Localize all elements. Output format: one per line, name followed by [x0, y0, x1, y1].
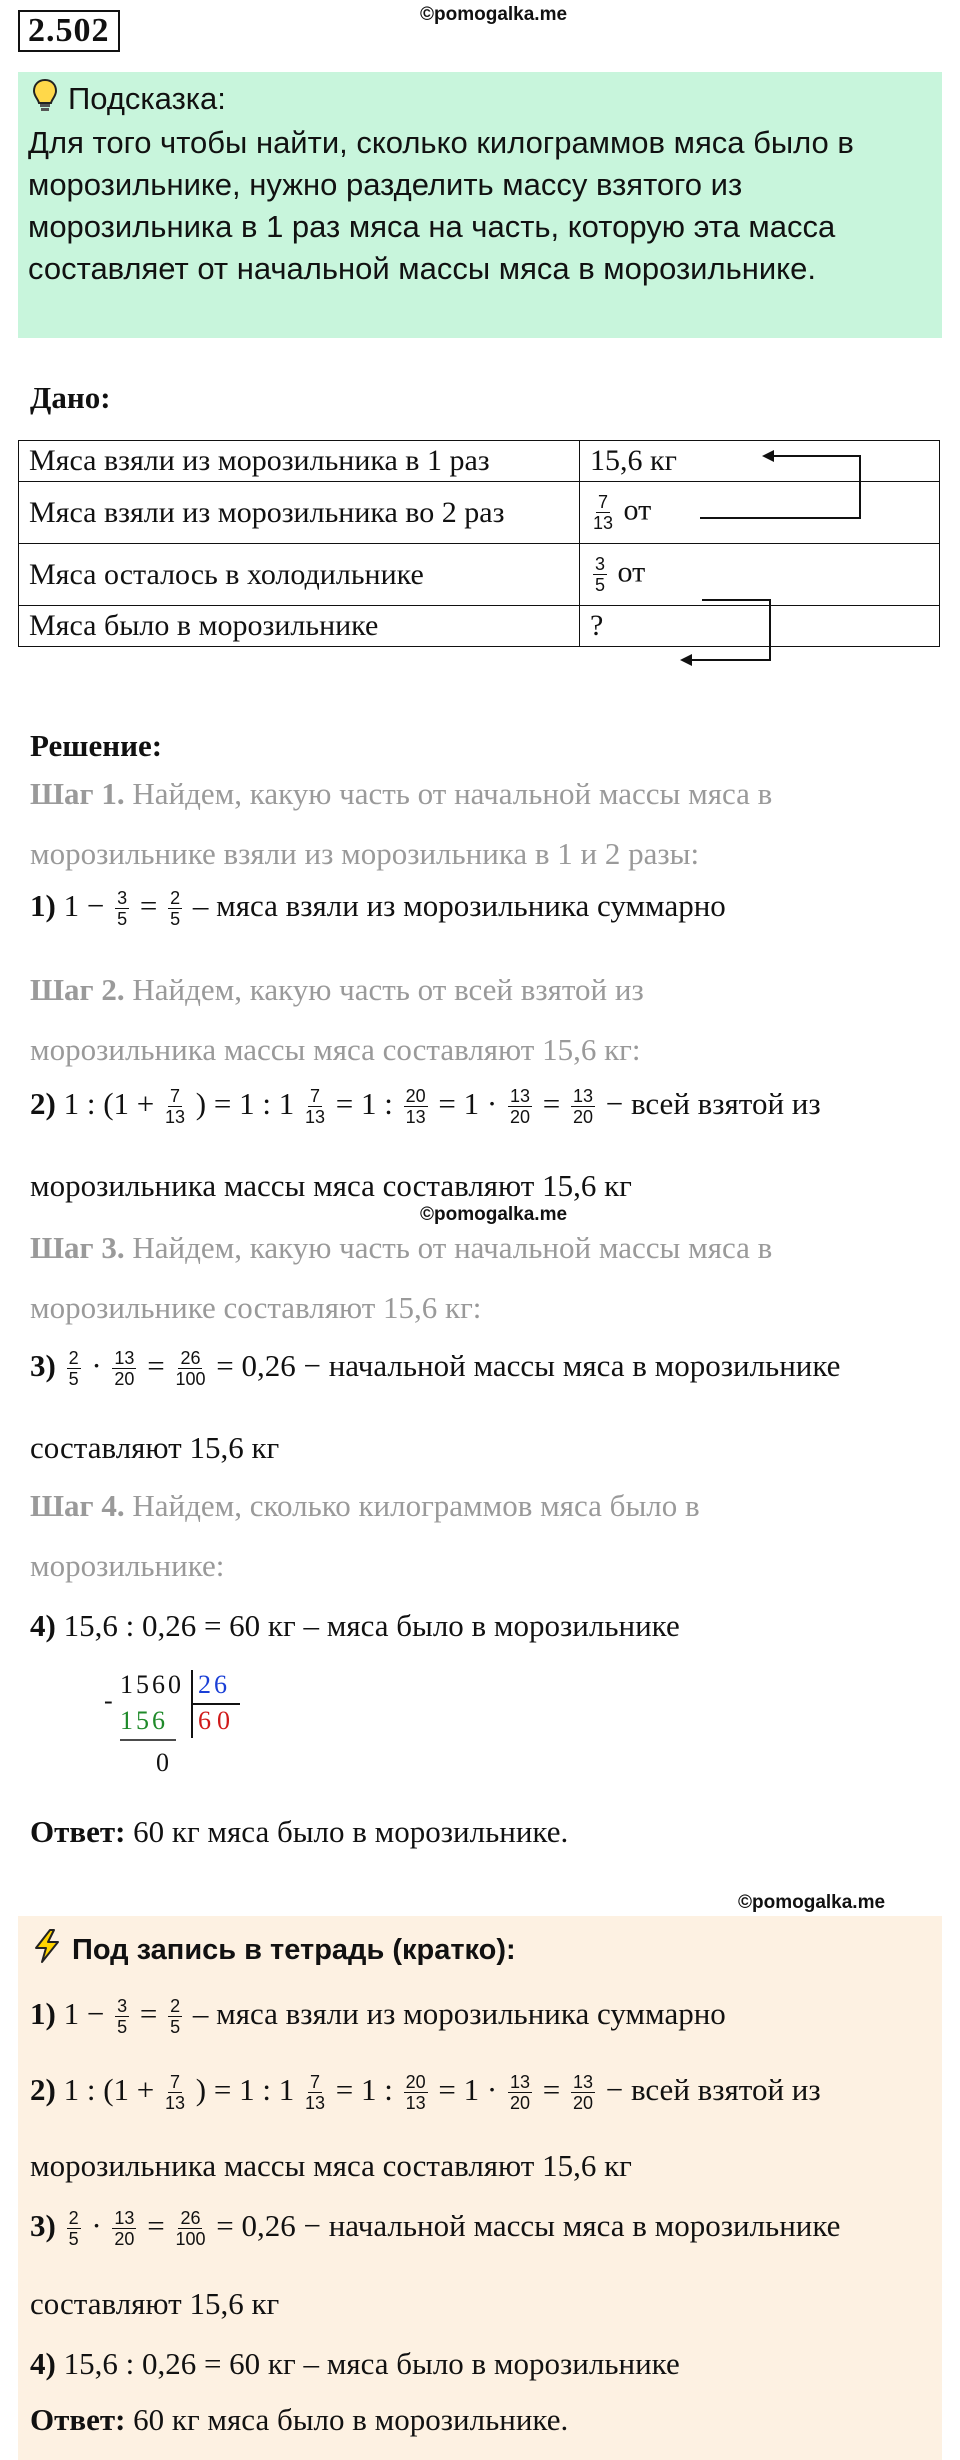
fraction: $\frac{3}{5}$ [595, 554, 606, 595]
answer: Ответ: 60 кг мяса было в морозильнике. [30, 1814, 569, 1849]
hint-line: морозильника в 1 раз мяса на часть, которую эта масса [28, 209, 836, 244]
step-2-cont: морозильника массы мяса составляют 15,6 кг: [30, 1032, 641, 1067]
given-label: Мяса взяли из морозильника во 2 раз [19, 482, 580, 544]
given-value: 15,6 кг [580, 441, 940, 482]
hint-line: составляет от начальной массы мяса в морозильнике. [28, 251, 816, 286]
step-1: Шаг 1. Найдем, какую часть от начальной массы мяса в [30, 776, 773, 811]
hint-line: морозильнике, нужно разделить массу взятого из [28, 167, 743, 202]
equation-4: 4) 15,6 : 0,26 = 60 кг – мяса было в морозильнике [30, 1608, 680, 1643]
notebook-equation-2: 2) 1 : (1 + $\frac{7}{13}$ ) = 1 : 1 $\frac{7}{13}$ = 1 : $\frac{20}{13}$ = 1 · $\frac{13}{20}$ = $\frac{13}{20}$ − всей взятой из [30, 2072, 821, 2114]
long-division-lines [110, 1668, 250, 1758]
watermark-middle: ©pomogalka.me [420, 1204, 568, 1225]
long-division-subtrahend: 156 [120, 1706, 168, 1735]
step-3: Шаг 3. Найдем, какую часть от начальной массы мяса в [30, 1230, 773, 1265]
long-division-remainder: 0 [156, 1748, 169, 1777]
given-value: ? [580, 606, 940, 647]
lightning-icon [32, 1928, 62, 1972]
hint-title-text: Подсказка: [68, 81, 226, 116]
watermark-bottom: ©pomogalka.me [738, 1892, 886, 1913]
given-label: Мяса взяли из морозильника в 1 раз [19, 441, 580, 482]
watermark-top: ©pomogalka.me [420, 4, 568, 25]
given-label: Мяса было в морозильнике [19, 606, 580, 647]
hint-text [28, 122, 928, 290]
given-value: $\frac{7}{13}$ от [580, 482, 940, 544]
long-division-minus: - [104, 1686, 113, 1715]
equation-3-cont: составляют 15,6 кг [30, 1430, 280, 1465]
given-value: $\frac{3}{5}$ от [580, 544, 940, 606]
notebook-equation-1: 1) 1 − $\frac{3}{5}$ = $\frac{2}{5}$ – мяса взяли из морозильника суммарно [30, 1996, 726, 2038]
equation-3: 3) $\frac{2}{5}$ · $\frac{13}{20}$ = $\frac{26}{100}$ = 0,26 − начальной массы мяса в морозильнике [30, 1348, 841, 1390]
long-division-divisor: 26 [198, 1670, 230, 1699]
hint-line: Для того чтобы найти, сколько килограммов мяса было в [28, 125, 854, 160]
step-1-cont: морозильнике взяли из морозильника в 1 и 2 разы: [30, 836, 700, 871]
equation-2-cont: морозильника массы мяса составляют 15,6 кг [30, 1168, 632, 1203]
problem-number: 2.502 [18, 10, 120, 52]
fraction: $\frac{7}{13}$ [593, 492, 614, 533]
step-4: Шаг 4. Найдем, сколько килограммов мяса было в [30, 1488, 700, 1523]
step-4-cont: морозильнике: [30, 1548, 225, 1583]
notebook-title-text: Под запись в тетрадь (кратко): [72, 1933, 516, 1966]
given-title: Дано: [30, 380, 111, 415]
step-2: Шаг 2. Найдем, какую часть от всей взятой из [30, 972, 644, 1007]
step-3-cont: морозильнике составляют 15,6 кг: [30, 1290, 482, 1325]
long-division-quotient: 60 [198, 1706, 236, 1735]
equation-1: 1) 1 − $\frac{3}{5}$ = $\frac{2}{5}$ – мяса взяли из морозильника суммарно [30, 888, 726, 930]
hint-title [32, 78, 226, 120]
long-division-dividend: 1560 [120, 1670, 184, 1699]
notebook-equation-4: 4) 15,6 : 0,26 = 60 кг – мяса было в морозильнике [30, 2346, 680, 2381]
lightbulb-icon [32, 78, 58, 120]
given-label: Мяса осталось в холодильнике [19, 544, 580, 606]
given-arrows [640, 440, 900, 670]
notebook-equation-3-cont: составляют 15,6 кг [30, 2286, 280, 2321]
notebook-equation-2-cont: морозильника массы мяса составляют 15,6 кг [30, 2148, 632, 2183]
equation-2: 2) 1 : (1 + $\frac{7}{13}$ ) = 1 : 1 $\frac{7}{13}$ = 1 : $\frac{20}{13}$ = 1 · $\frac{13}{20}$ = $\frac{13}{20}$ − всей взятой из [30, 1086, 821, 1128]
notebook-title [32, 1928, 516, 1972]
notebook-equation-3: 3) $\frac{2}{5}$ · $\frac{13}{20}$ = $\frac{26}{100}$ = 0,26 − начальной массы мяса в морозильнике [30, 2208, 841, 2250]
solution-title: Решение: [30, 728, 163, 763]
notebook-answer: Ответ: 60 кг мяса было в морозильнике. [30, 2402, 569, 2437]
